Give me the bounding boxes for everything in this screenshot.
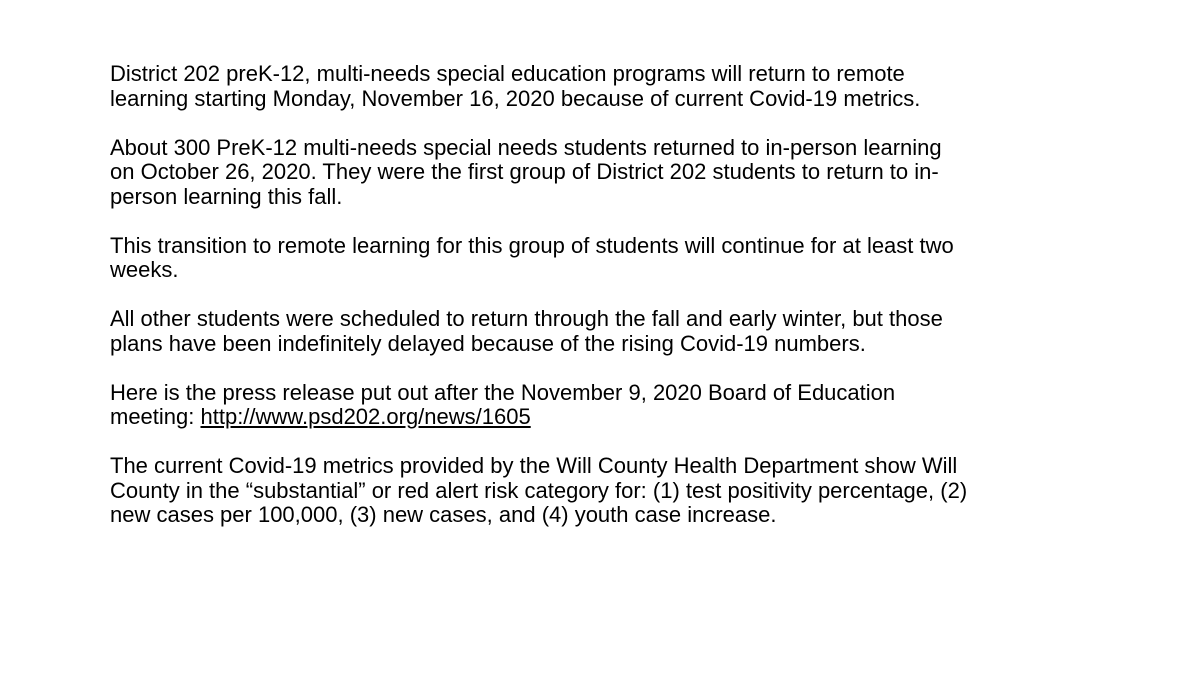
text-line: All other students were scheduled to return through the fall and early winter, but those — [110, 306, 943, 331]
text-line: weeks. — [110, 257, 179, 282]
paragraph-remote-learning-announcement — [110, 62, 1120, 111]
text-line: County in the “substantial” or red alert risk category for: (1) test positivity percentage, (2) — [110, 477, 968, 503]
text-line: new cases per 100,000, (3) new cases, and (4) youth case increase. — [110, 502, 777, 527]
paragraph-press-release — [110, 381, 1120, 430]
text-line: Here is the press release put out after the November 9, 2020 Board of Education — [110, 379, 896, 405]
paragraph-transition-duration — [110, 234, 1120, 283]
text-line: person learning this fall. — [110, 183, 343, 209]
text-line: The current Covid-19 metrics provided by the Will County Health Department show Will — [110, 453, 958, 478]
text-line: This transition to remote learning for this group of students will continue for at least two — [110, 232, 954, 258]
paragraph-in-person-return — [110, 136, 1120, 210]
paragraph-covid-metrics — [110, 454, 1120, 528]
text-line-prefix: meeting: — [110, 404, 201, 429]
text-line: About 300 PreK-12 multi-needs special needs students returned to in-person learning — [110, 134, 942, 160]
press-release-link[interactable]: http://www.psd202.org/news/1605 — [200, 404, 531, 429]
document-body — [110, 62, 1120, 528]
text-line: learning starting Monday, November 16, 2020 because of current Covid-19 metrics. — [110, 85, 921, 111]
paragraph-other-students-delayed — [110, 307, 1120, 356]
text-line: on October 26, 2020. They were the first group of District 202 students to return to in- — [110, 159, 939, 184]
text-line: plans have been indefinitely delayed because of the rising Covid-19 numbers. — [110, 330, 866, 356]
text-line: District 202 preK-12, multi-needs special education programs will return to remote — [110, 61, 905, 86]
